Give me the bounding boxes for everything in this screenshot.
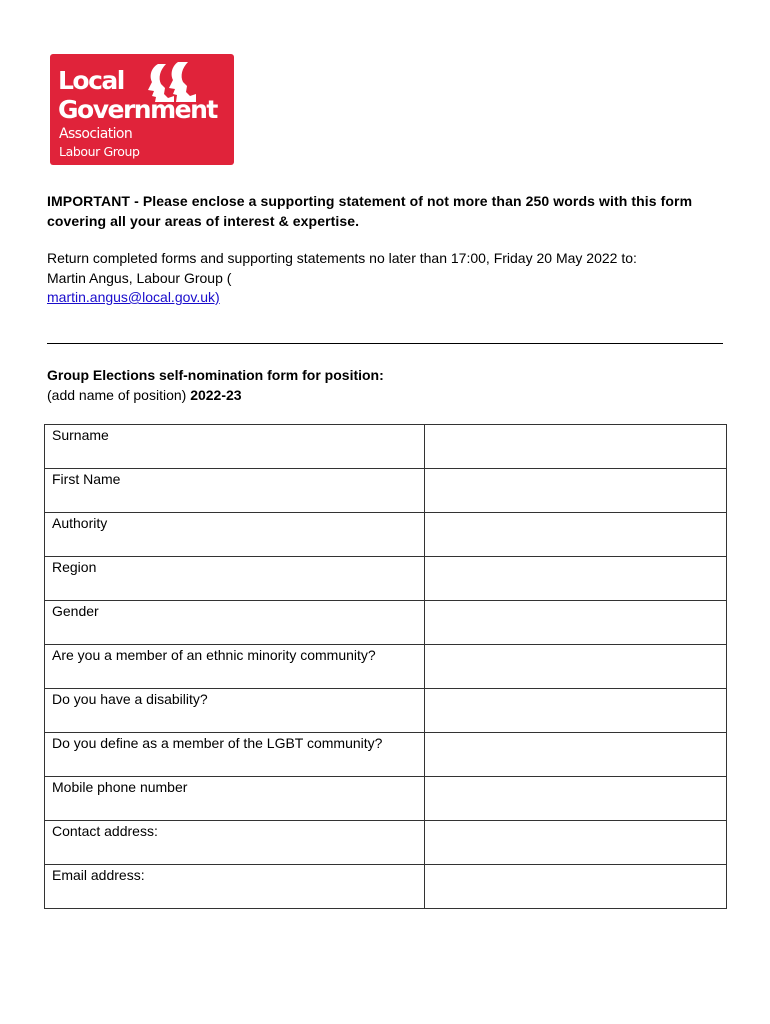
form-field-label: Contact address: <box>45 821 425 865</box>
form-row <box>45 469 727 513</box>
form-field-input[interactable] <box>425 425 727 469</box>
form-row <box>45 601 727 645</box>
form-field-input[interactable] <box>425 865 727 909</box>
nomination-form-table <box>44 424 727 909</box>
form-row <box>45 425 727 469</box>
contact-email-link[interactable]: martin.angus@local.gov.uk) <box>47 289 220 305</box>
form-row <box>45 865 727 909</box>
form-field-label: Email address: <box>45 865 425 909</box>
form-field-label: Do you have a disability? <box>45 689 425 733</box>
form-title <box>47 366 727 405</box>
lga-labour-group-logo <box>50 54 234 165</box>
form-field-label: Do you define as a member of the LGBT community? <box>45 733 425 777</box>
form-field-input[interactable] <box>425 469 727 513</box>
form-field-label: Are you a member of an ethnic minority community? <box>45 645 425 689</box>
form-field-input[interactable] <box>425 733 727 777</box>
return-contact-text: Martin Angus, Labour Group ( <box>47 269 232 286</box>
return-instructions <box>47 249 727 308</box>
logo-text-government: Government <box>58 95 217 124</box>
form-subheading <box>47 386 727 406</box>
form-field-label: Region <box>45 557 425 601</box>
logo-text-labour-group: Labour Group <box>59 144 140 159</box>
form-row <box>45 513 727 557</box>
form-row <box>45 689 727 733</box>
form-field-input[interactable] <box>425 601 727 645</box>
form-row <box>45 777 727 821</box>
form-field-label: Gender <box>45 601 425 645</box>
form-field-input[interactable] <box>425 645 727 689</box>
form-row <box>45 821 727 865</box>
form-row <box>45 733 727 777</box>
position-placeholder-text: (add name of position) <box>47 386 191 403</box>
return-deadline-text: Return completed forms and supporting statements no later than 17:00, Friday 20 May 2022 to: <box>47 250 637 266</box>
important-notice: IMPORTANT - Please enclose a supporting statement of not more than 250 words with this form covering all your areas of interest & expertise. <box>47 193 693 229</box>
form-heading: Group Elections self-nomination form for position: <box>47 367 384 383</box>
form-row <box>45 645 727 689</box>
form-field-input[interactable] <box>425 689 727 733</box>
form-table-body <box>45 425 727 909</box>
logo-text-local: Local <box>58 66 124 95</box>
form-field-label: Authority <box>45 513 425 557</box>
form-field-input[interactable] <box>425 821 727 865</box>
form-field-label: Surname <box>45 425 425 469</box>
section-divider <box>47 343 723 344</box>
form-year: 2022-23 <box>190 386 242 403</box>
logo-text-association: Association <box>59 126 133 142</box>
form-field-label: First Name <box>45 469 425 513</box>
form-row <box>45 557 727 601</box>
form-field-label: Mobile phone number <box>45 777 425 821</box>
form-field-input[interactable] <box>425 513 727 557</box>
form-field-input[interactable] <box>425 777 727 821</box>
form-field-input[interactable] <box>425 557 727 601</box>
